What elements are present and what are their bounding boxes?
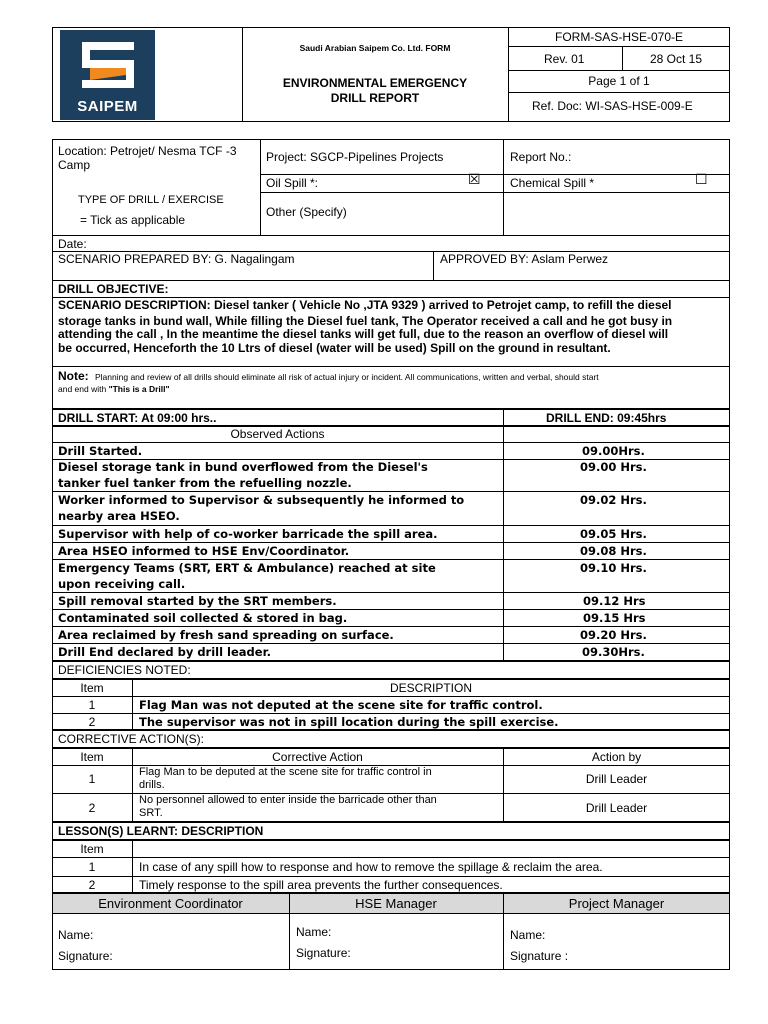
- reference-doc: Ref. Doc: WI-SAS-HSE-009-E: [532, 99, 693, 113]
- scenario-prepared-by: SCENARIO PREPARED BY: G. Nagalingam: [58, 252, 295, 266]
- role-hse-manager: HSE Manager: [355, 896, 437, 911]
- action-9-time: 09.20 Hrs.: [580, 628, 647, 642]
- note-line-1: Planning and review of all drills should eliminate all risk of actual injury or incident. All communications, written and verbal, should start: [95, 372, 599, 382]
- action-3-time: 09.02 Hrs.: [580, 493, 647, 507]
- action-10-text: Drill End declared by drill leader.: [58, 645, 271, 659]
- action-8-time: 09.15 Hrs: [583, 611, 646, 625]
- oil-spill-label: Oil Spill *:: [266, 176, 319, 190]
- action-2-time: 09.00 Hrs.: [580, 460, 647, 474]
- type-of-drill-label: TYPE OF DRILL / EXERCISE: [78, 194, 224, 206]
- saipem-logo: [60, 30, 155, 120]
- hse-manager-signature-label: Signature:: [296, 946, 351, 960]
- action-4-text: Supervisor with help of co-worker barricade the spill area.: [58, 527, 438, 541]
- corrective-2-item: 2: [88, 801, 96, 815]
- corrective-2-line1: No personnel allowed to enter inside the barricade other than: [139, 794, 437, 806]
- action-1-text: Drill Started.: [58, 444, 143, 458]
- lesson-1-description: In case of any spill how to response and how to remove the spillage & reclaim the area.: [139, 860, 603, 874]
- form-title-line1: ENVIRONMENTAL EMERGENCY: [282, 76, 468, 90]
- action-10-time: 09.30Hrs.: [582, 645, 645, 659]
- oil-spill-checkbox[interactable]: ☒: [468, 172, 481, 188]
- deficiency-1-description: Flag Man was not deputed at the scene site for traffic control.: [139, 698, 543, 712]
- action-3-text-line1: Worker informed to Supervisor & subsequently he informed to: [58, 493, 465, 507]
- note-line-2-prefix: and end with: [58, 384, 109, 394]
- date-label: Date:: [58, 237, 87, 251]
- hse-manager-name-label: Name:: [296, 925, 332, 939]
- other-specify-label: Other (Specify): [266, 205, 347, 219]
- lesson-2-description: Timely response to the spill area prevents the further consequences.: [139, 878, 503, 892]
- project-manager-signature-label: Signature :: [510, 949, 569, 963]
- chemical-spill-label: Chemical Spill *: [510, 176, 595, 190]
- deficiencies-label: DEFICIENCIES NOTED:: [58, 663, 191, 677]
- corrective-col-action: Corrective Action: [272, 750, 363, 764]
- action-5-text: Area HSEO informed to HSE Env/Coordinator.: [58, 544, 350, 558]
- project: Project: SGCP-Pipelines Projects: [266, 150, 444, 164]
- action-7-time: 09.12 Hrs: [583, 594, 646, 608]
- corrective-1-line1: Flag Man to be deputed at the scene site for traffic control in: [139, 766, 432, 778]
- corrective-1-line2: drills.: [139, 779, 165, 791]
- corrective-1-item: 1: [88, 772, 96, 786]
- action-7-text: Spill removal started by the SRT members.: [58, 594, 337, 608]
- env-coordinator-signature-label: Signature:: [58, 949, 113, 963]
- observed-actions-header: Observed Actions: [230, 427, 325, 441]
- action-3-text-line2: nearby area HSEO.: [58, 509, 180, 523]
- corrective-col-action-by: Action by: [591, 750, 642, 764]
- action-2-text-line2: tanker fuel tanker from the refuelling nozzle.: [58, 476, 352, 490]
- lessons-col-item: Item: [80, 842, 104, 856]
- corrective-1-action-by: Drill Leader: [585, 772, 648, 786]
- note-line-2-bold: "This is a Drill": [108, 384, 170, 394]
- corrective-2-line2: SRT.: [139, 807, 163, 819]
- lessons-label: LESSON(S) LEARNT: DESCRIPTION: [58, 824, 264, 838]
- logo-text: SAIPEM: [77, 98, 138, 115]
- corrective-2-action-by: Drill Leader: [585, 801, 648, 815]
- deficiency-2-item: 2: [88, 715, 96, 729]
- page-number: Page 1 of 1: [588, 74, 650, 88]
- location: Location: Petrojet/ Nesma TCF -3 Camp: [58, 144, 254, 172]
- drill-end: DRILL END: 09:45hrs: [546, 411, 667, 425]
- deficiency-2-description: The supervisor was not in spill location during the spill exercise.: [139, 715, 559, 729]
- role-project-manager: Project Manager: [568, 896, 665, 911]
- chemical-spill-checkbox[interactable]: ☐: [695, 172, 708, 188]
- action-4-time: 09.05 Hrs.: [580, 527, 647, 541]
- action-6-time: 09.10 Hrs.: [580, 561, 647, 575]
- action-2-text-line1: Diesel storage tank in bund overflowed from the Diesel's: [58, 460, 428, 474]
- scenario-line-4: be occurred, Henceforth the 10 Ltrs of diesel (water will be used) Spill on the ground in resultant.: [58, 341, 611, 355]
- deficiencies-col-description: DESCRIPTION: [389, 681, 472, 695]
- scenario-line-3: attending the call , In the meantime the diesel tanks will get full, due to the reason an overflow of diesel will: [58, 327, 669, 341]
- approved-by: APPROVED BY: Aslam Perwez: [440, 252, 609, 266]
- action-9-text: Area reclaimed by fresh sand spreading on surface.: [58, 628, 394, 642]
- revision: Rev. 01: [544, 52, 585, 66]
- form-number: FORM-SAS-HSE-070-E: [554, 30, 684, 44]
- env-coordinator-name-label: Name:: [58, 928, 94, 942]
- lesson-2-item: 2: [88, 878, 96, 892]
- info-block: [52, 139, 730, 409]
- scenario-line-1: SCENARIO DESCRIPTION: Diesel tanker ( Vehicle No ,JTA 9329 ) arrived to Petrojet camp, to refill the diesel: [58, 298, 672, 312]
- action-8-text: Contaminated soil collected & stored in bag.: [58, 611, 348, 625]
- role-environment-coordinator: Environment Coordinator: [98, 896, 243, 911]
- lesson-1-item: 1: [88, 860, 96, 874]
- tick-note: = Tick as applicable: [80, 213, 186, 227]
- note-line-2: [58, 384, 170, 394]
- drill-objective-label: DRILL OBJECTIVE:: [58, 282, 169, 296]
- revision-date: 28 Oct 15: [650, 52, 703, 66]
- corrective-label: CORRECTIVE ACTION(S):: [58, 732, 205, 746]
- drill-start: DRILL START: At 09:00 hrs..: [58, 411, 217, 425]
- action-6-text-line1: Emergency Teams (SRT, ERT & Ambulance) reached at site: [58, 561, 436, 575]
- action-1-time: 09.00Hrs.: [582, 444, 645, 458]
- corrective-col-item: Item: [80, 750, 104, 764]
- deficiency-1-item: 1: [88, 698, 96, 712]
- report-number: Report No.:: [510, 150, 572, 164]
- action-6-text-line2: upon receiving call.: [58, 577, 186, 591]
- deficiencies-col-item: Item: [80, 681, 104, 695]
- company-name: Saudi Arabian Saipem Co. Ltd. FORM: [299, 43, 451, 53]
- form-title-line2: DRILL REPORT: [330, 91, 420, 105]
- scenario-line-2: storage tanks in bund wall, While filling the Diesel fuel tank, The Operator received a call and he got busy in: [58, 314, 673, 328]
- action-5-time: 09.08 Hrs.: [580, 544, 647, 558]
- note-label: Note:: [58, 369, 89, 383]
- project-manager-name-label: Name:: [510, 928, 546, 942]
